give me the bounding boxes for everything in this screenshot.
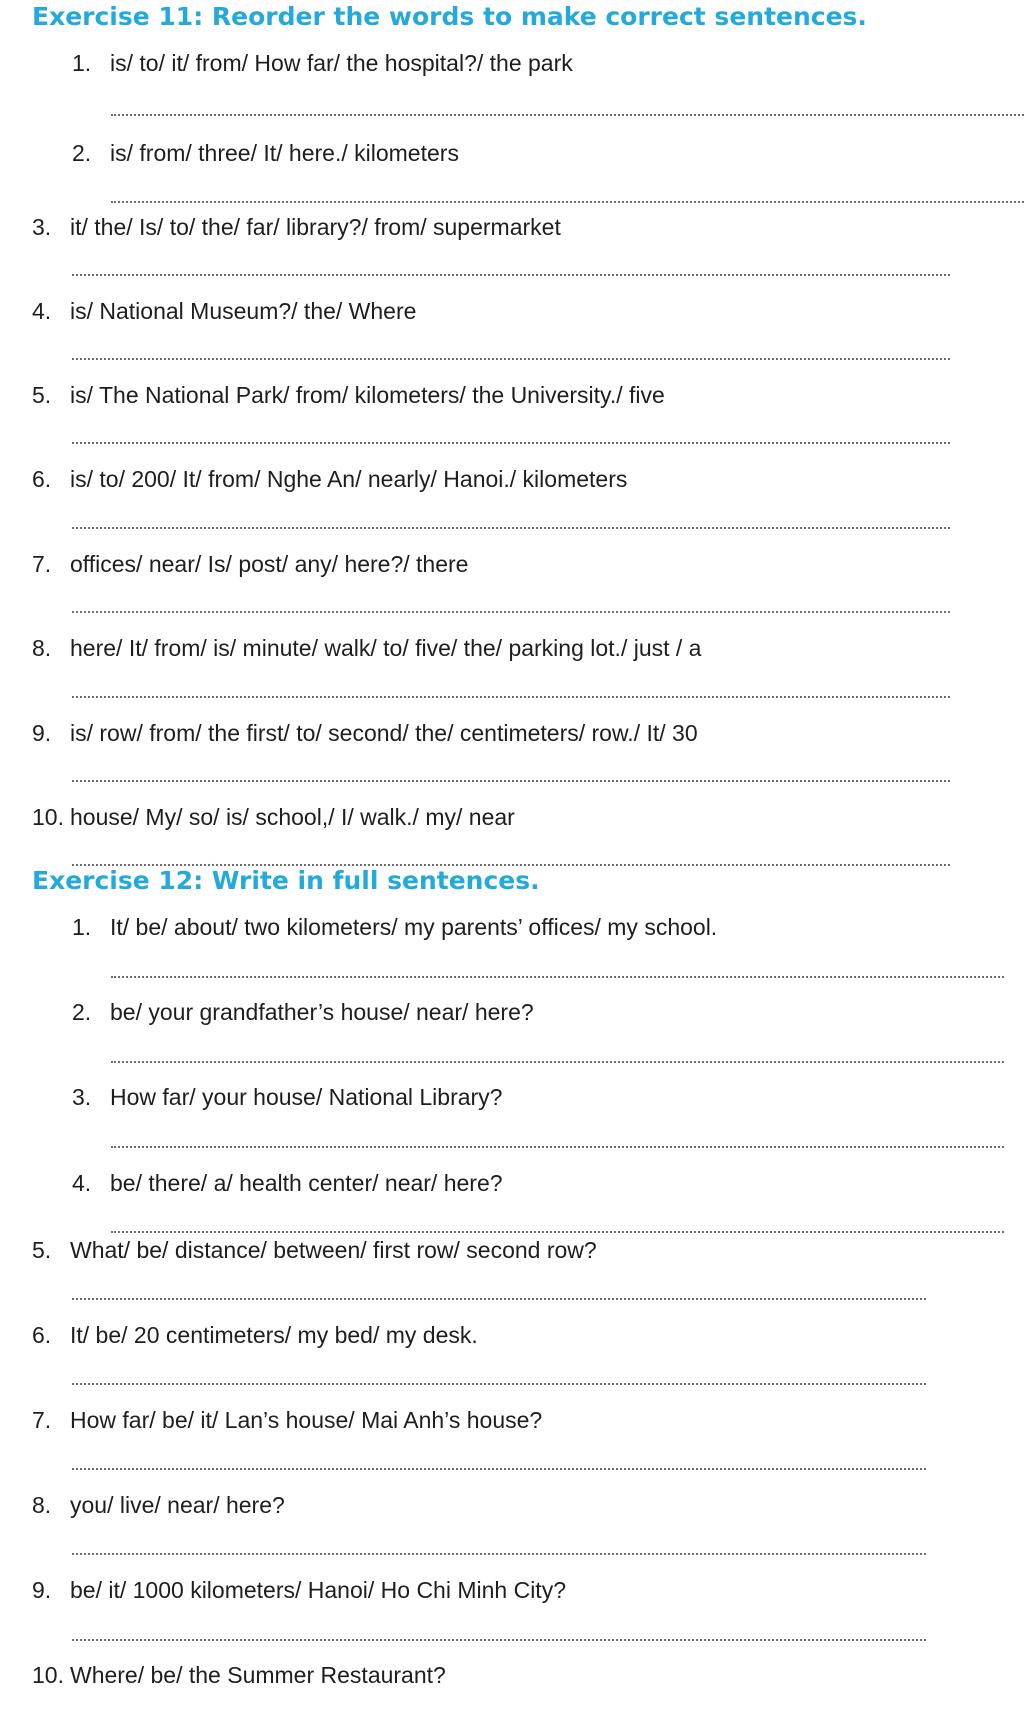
question-text: How far/ be/ it/ Lan’s house/ Mai Anh’s house? <box>70 1407 543 1433</box>
ex12-answer-line-6[interactable] <box>72 1383 926 1385</box>
question-number: 8. <box>32 1492 52 1518</box>
ex12-question-9 <box>32 1575 566 1605</box>
ex12-question-10 <box>32 1660 446 1690</box>
ex12-answer-line-9[interactable] <box>72 1639 926 1641</box>
question-number: 10. <box>32 1662 64 1688</box>
question-number: 8. <box>32 635 52 661</box>
question-number: 3. <box>32 214 52 240</box>
ex11-question-1 <box>72 48 573 78</box>
ex12-answer-line-1[interactable] <box>111 976 1004 978</box>
ex11-answer-line-4[interactable] <box>72 358 950 360</box>
ex12-answer-line-4[interactable] <box>111 1231 1004 1233</box>
exercise-12-heading: Exercise 12: Write in full sentences. <box>32 866 540 895</box>
ex12-question-4 <box>72 1168 503 1198</box>
question-text: house/ My/ so/ is/ school,/ I/ walk./ my/ near <box>69 804 515 830</box>
ex11-question-4 <box>32 296 416 326</box>
question-number: 4. <box>32 298 52 324</box>
question-text: What/ be/ distance/ between/ first row/ second row? <box>70 1237 597 1263</box>
ex11-question-7 <box>32 549 468 579</box>
ex12-answer-line-8[interactable] <box>72 1553 926 1555</box>
question-number: 9. <box>32 720 52 746</box>
question-text: is/ to/ it/ from/ How far/ the hospital?/ the park <box>110 50 573 76</box>
question-number: 5. <box>32 1237 52 1263</box>
question-number: 2. <box>72 999 92 1025</box>
question-number: 6. <box>32 1322 52 1348</box>
ex11-answer-line-3[interactable] <box>72 274 950 276</box>
question-text: How far/ your house/ National Library? <box>110 1084 503 1110</box>
question-number: 7. <box>32 1407 52 1433</box>
ex12-question-5 <box>32 1235 597 1265</box>
question-text: It/ be/ about/ two kilometers/ my parents’ offices/ my school. <box>110 914 718 940</box>
ex11-question-5 <box>32 380 665 410</box>
ex11-answer-line-8[interactable] <box>72 696 950 698</box>
ex12-question-6 <box>32 1320 478 1350</box>
question-text: it/ the/ Is/ to/ the/ far/ library?/ from/ supermarket <box>70 214 561 240</box>
question-text: be/ your grandfather’s house/ near/ here? <box>110 999 534 1025</box>
question-number: 1. <box>72 50 92 76</box>
ex11-question-6 <box>32 464 627 494</box>
ex12-question-8 <box>32 1490 285 1520</box>
question-text: you/ live/ near/ here? <box>70 1492 285 1518</box>
question-text: here/ It/ from/ is/ minute/ walk/ to/ five/ the/ parking lot./ just / a <box>70 635 702 661</box>
question-text: is/ National Museum?/ the/ Where <box>70 298 417 324</box>
ex11-question-8 <box>32 633 701 663</box>
ex11-answer-line-5[interactable] <box>72 442 950 444</box>
question-number: 9. <box>32 1577 52 1603</box>
ex12-answer-line-5[interactable] <box>72 1298 926 1300</box>
ex12-answer-line-7[interactable] <box>72 1468 926 1470</box>
ex11-question-3 <box>32 212 561 242</box>
ex12-question-2 <box>72 997 534 1027</box>
question-text: be/ it/ 1000 kilometers/ Hanoi/ Ho Chi Minh City? <box>70 1577 566 1603</box>
question-text: is/ to/ 200/ It/ from/ Nghe An/ nearly/ Hanoi./ kilometers <box>70 466 628 492</box>
ex12-question-1 <box>72 912 717 942</box>
question-number: 5. <box>32 382 52 408</box>
ex12-question-7 <box>32 1405 542 1435</box>
question-text: offices/ near/ Is/ post/ any/ here?/ there <box>70 551 469 577</box>
ex11-question-2 <box>72 138 459 168</box>
question-number: 3. <box>72 1084 92 1110</box>
question-number: 4. <box>72 1170 92 1196</box>
question-text: Where/ be/ the Summer Restaurant? <box>69 1662 446 1688</box>
question-text: It/ be/ 20 centimeters/ my bed/ my desk. <box>70 1322 478 1348</box>
question-number: 7. <box>32 551 52 577</box>
ex11-answer-line-6[interactable] <box>72 527 950 529</box>
question-text: is/ from/ three/ It/ here./ kilometers <box>110 140 459 166</box>
question-number: 1. <box>72 914 92 940</box>
ex11-question-10 <box>32 802 515 832</box>
exercise-11-heading: Exercise 11: Reorder the words to make correct sentences. <box>32 2 867 31</box>
question-text: is/ The National Park/ from/ kilometers/ the University./ five <box>70 382 665 408</box>
question-number: 10. <box>32 804 64 830</box>
question-number: 2. <box>72 140 92 166</box>
question-text: is/ row/ from/ the first/ to/ second/ the/ centimeters/ row./ It/ 30 <box>70 720 698 746</box>
ex11-answer-line-2[interactable] <box>111 201 1024 203</box>
ex11-answer-line-1[interactable] <box>111 114 1024 116</box>
ex12-answer-line-2[interactable] <box>111 1061 1004 1063</box>
ex11-question-9 <box>32 718 698 748</box>
ex12-question-3 <box>72 1082 502 1112</box>
ex11-answer-line-9[interactable] <box>72 780 950 782</box>
question-number: 6. <box>32 466 52 492</box>
ex12-answer-line-3[interactable] <box>111 1146 1004 1148</box>
question-text: be/ there/ a/ health center/ near/ here? <box>110 1170 503 1196</box>
ex11-answer-line-7[interactable] <box>72 611 950 613</box>
